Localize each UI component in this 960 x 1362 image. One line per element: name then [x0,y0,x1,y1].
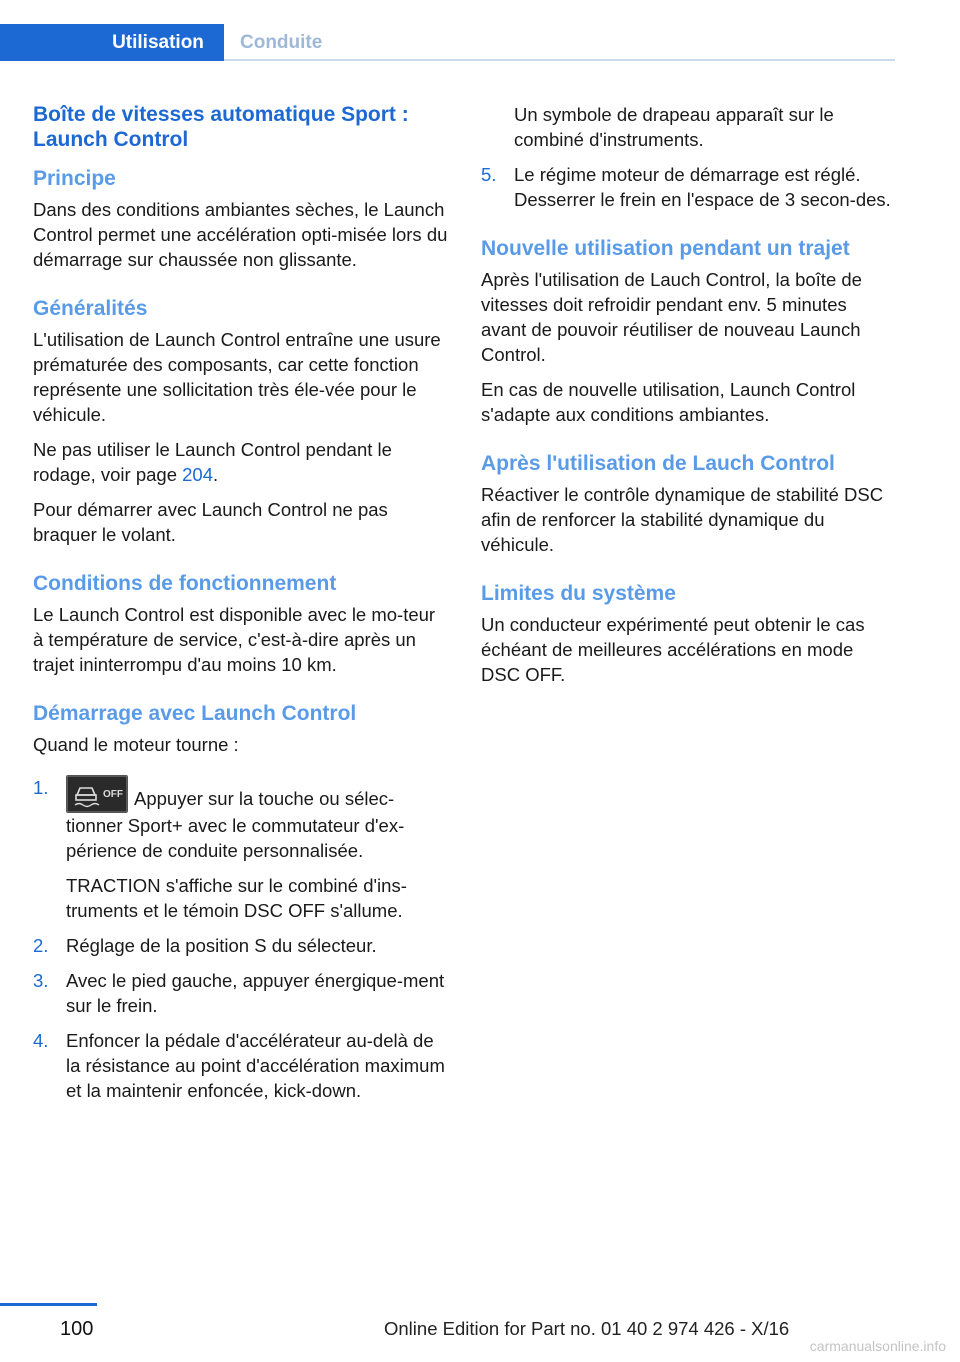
dsc-off-button-icon [66,775,128,813]
step-1-text: Appuyer sur la touche ou sélec-tionner Sport+ avec le commutateur d'ex-périence de conduite personnalisée. [66,788,405,861]
list-item [33,933,448,958]
heading-principe: Principe [33,167,116,190]
text-principe: Dans des conditions ambiantes sèches, le Launch Control permet une accélération opti-misée lors du démarrage sur chaussée non glissante. [33,199,448,270]
text-generalites-1: L'utilisation de Launch Control entraîne une usure prématurée des composants, car cette fonction représente une sollicitation très éle-vée pour le véhicule. [33,329,441,425]
left-column [33,102,448,1113]
tab-conduite[interactable]: Conduite [240,32,323,53]
page-number-rule [0,1303,97,1306]
heading-limites: Limites du système [481,582,676,605]
header-divider [224,59,895,61]
step-text: Enfoncer la pédale d'accélérateur au-delà de la résistance au point d'accélération maximum et la maintenir enfoncée, kick-down. [66,1030,445,1101]
text-demarrage-intro: Quand le moteur tourne : [33,734,239,755]
step-text: Réglage de la position S du sélecteur. [66,935,377,956]
heading-apres-utilisation: Après l'utilisation de Lauch Control [481,452,835,475]
heading-nouvelle-utilisation: Nouvelle utilisation pendant un trajet [481,237,850,260]
text-generalites-2-before: Ne pas utiliser le Launch Control pendant le rodage, voir page [33,439,392,485]
step-number: 1. [33,777,49,798]
text-apres: Réactiver le contrôle dynamique de stabilité DSC afin de renforcer la stabilité dynamique du véhicule. [481,484,884,555]
step-text: Le régime moteur de démarrage est réglé. Desserrer le frein en l'espace de 3 secon-des. [514,164,891,210]
page-title: Boîte de vitesses automatique Sport : Launch Control [33,103,409,151]
page-link-204[interactable]: 204 [182,464,214,485]
list-item [33,1028,448,1103]
step-4-continued: Un symbole de drapeau apparaît sur le combiné d'instruments. [514,104,834,150]
page-number: 100 [60,1318,94,1340]
step-text: Avec le pied gauche, appuyer énergique-ment sur le frein. [66,970,445,1016]
heading-demarrage: Démarrage avec Launch Control [33,702,357,725]
text-generalites-2 [33,437,448,487]
step-1-subtext: TRACTION s'affiche sur le combiné d'ins-truments et le témoin DSC OFF s'allume. [66,875,407,921]
right-column [481,102,896,697]
list-item [481,162,896,212]
text-limites: Un conducteur expérimenté peut obtenir le cas échéant de meilleures accélérations en mode DSC OFF. [481,614,865,685]
text-conditions: Le Launch Control est disponible avec le mo-teur à température de service, c'est-à-dire après un trajet ininterrompu d'au moins 10 km. [33,604,436,675]
step-text [66,775,448,863]
list-item [33,968,448,1018]
step-number: 5. [481,164,497,185]
text-generalites-3: Pour démarrer avec Launch Control ne pas braquer le volant. [33,499,388,545]
step-number: 2. [33,935,49,956]
step-number: 3. [33,970,49,991]
dsc-off-label: OFF [103,789,123,800]
text-nouvelle-1: Après l'utilisation de Lauch Control, la boîte de vitesses doit refroidir pendant env. 5 minutes avant de pouvoir réutiliser de nouveau Launch Control. [481,269,862,365]
heading-conditions: Conditions de fonctionnement [33,572,337,595]
watermark: carmanualsonline.info [809,1338,946,1354]
steps-list [33,775,448,1103]
text-generalites-2-after: . [213,464,219,485]
text-nouvelle-2: En cas de nouvelle utilisation, Launch Control s'adapte aux conditions ambiantes. [481,379,856,425]
heading-generalites: Généralités [33,297,148,320]
step-number: 4. [33,1030,49,1051]
steps-list-continued [481,162,896,212]
edition-footer: Online Edition for Part no. 01 40 2 974 426 - X/16 [384,1318,790,1339]
list-item [33,775,448,923]
tab-utilisation[interactable]: Utilisation [112,32,204,53]
